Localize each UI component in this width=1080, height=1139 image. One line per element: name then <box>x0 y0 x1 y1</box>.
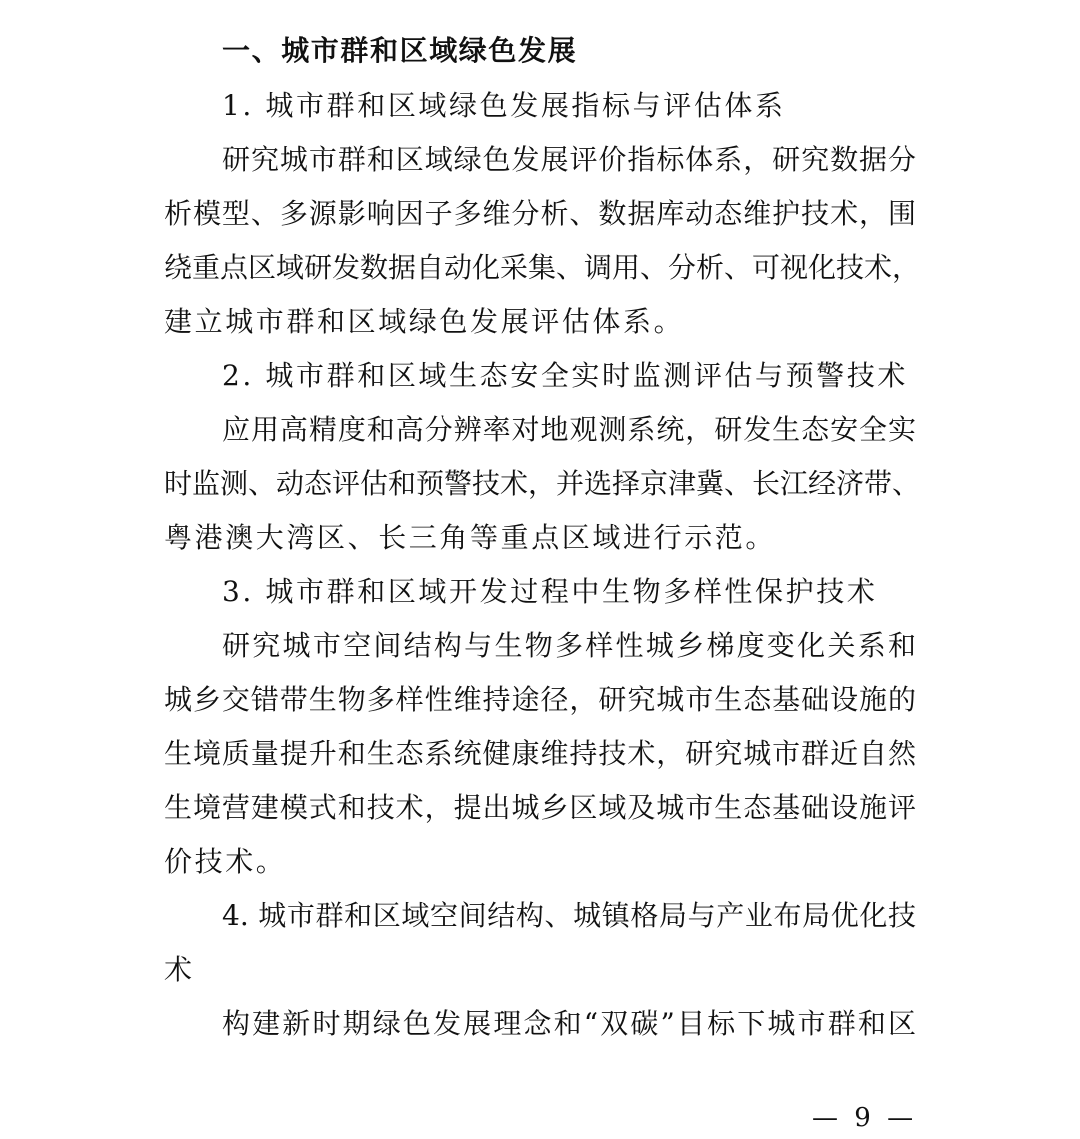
item-4-paragraph-line: 构建新时期绿色发展理念和“双碳”目标下城市群和区 <box>222 1007 916 1040</box>
item-2-paragraph-line: 粤港澳大湾区、长三角等重点区域进行示范。 <box>164 521 777 554</box>
item-2-paragraph-line: 应用高精度和高分辨率对地观测系统，研发生态安全实 <box>222 413 916 446</box>
item-3-title: 3. 城市群和区域开发过程中生物多样性保护技术 <box>222 575 878 608</box>
item-4-title-continued: 术 <box>164 953 195 986</box>
item-3-paragraph-line: 价技术。 <box>164 845 287 878</box>
item-2-title: 2. 城市群和区域生态安全实时监测评估与预警技术 <box>222 359 909 392</box>
item-4-title: 4. 城市群和区域空间结构、城镇格局与产业布局优化技 <box>222 899 916 932</box>
item-1-paragraph-line: 析模型、多源影响因子多维分析、数据库动态维护技术，围 <box>164 197 916 230</box>
item-3-paragraph-line: 生境质量提升和生态系统健康维持技术，研究城市群近自然 <box>164 737 916 770</box>
section-title: 一、城市群和区域绿色发展 <box>222 34 578 67</box>
item-3-paragraph-line: 研究城市空间结构与生物多样性城乡梯度变化关系和 <box>222 629 916 662</box>
item-3-paragraph-line: 生境营建模式和技术，提出城乡区域及城市生态基础设施评 <box>164 791 916 824</box>
item-1-title: 1. 城市群和区域绿色发展指标与评估体系 <box>222 89 786 122</box>
item-1-paragraph-line: 研究城市群和区域绿色发展评价指标体系，研究数据分 <box>222 143 916 176</box>
item-1-paragraph-line: 建立城市群和区域绿色发展评估体系。 <box>164 305 685 338</box>
page-number: — 9 — <box>812 1103 918 1133</box>
item-1-paragraph-line: 绕重点区域研发数据自动化采集、调用、分析、可视化技术， <box>164 251 921 284</box>
item-3-paragraph-line: 城乡交错带生物多样性维持途径，研究城市生态基础设施的 <box>164 683 916 716</box>
item-2-paragraph-line: 时监测、动态评估和预警技术，并选择京津冀、长江经济带、 <box>164 467 921 500</box>
